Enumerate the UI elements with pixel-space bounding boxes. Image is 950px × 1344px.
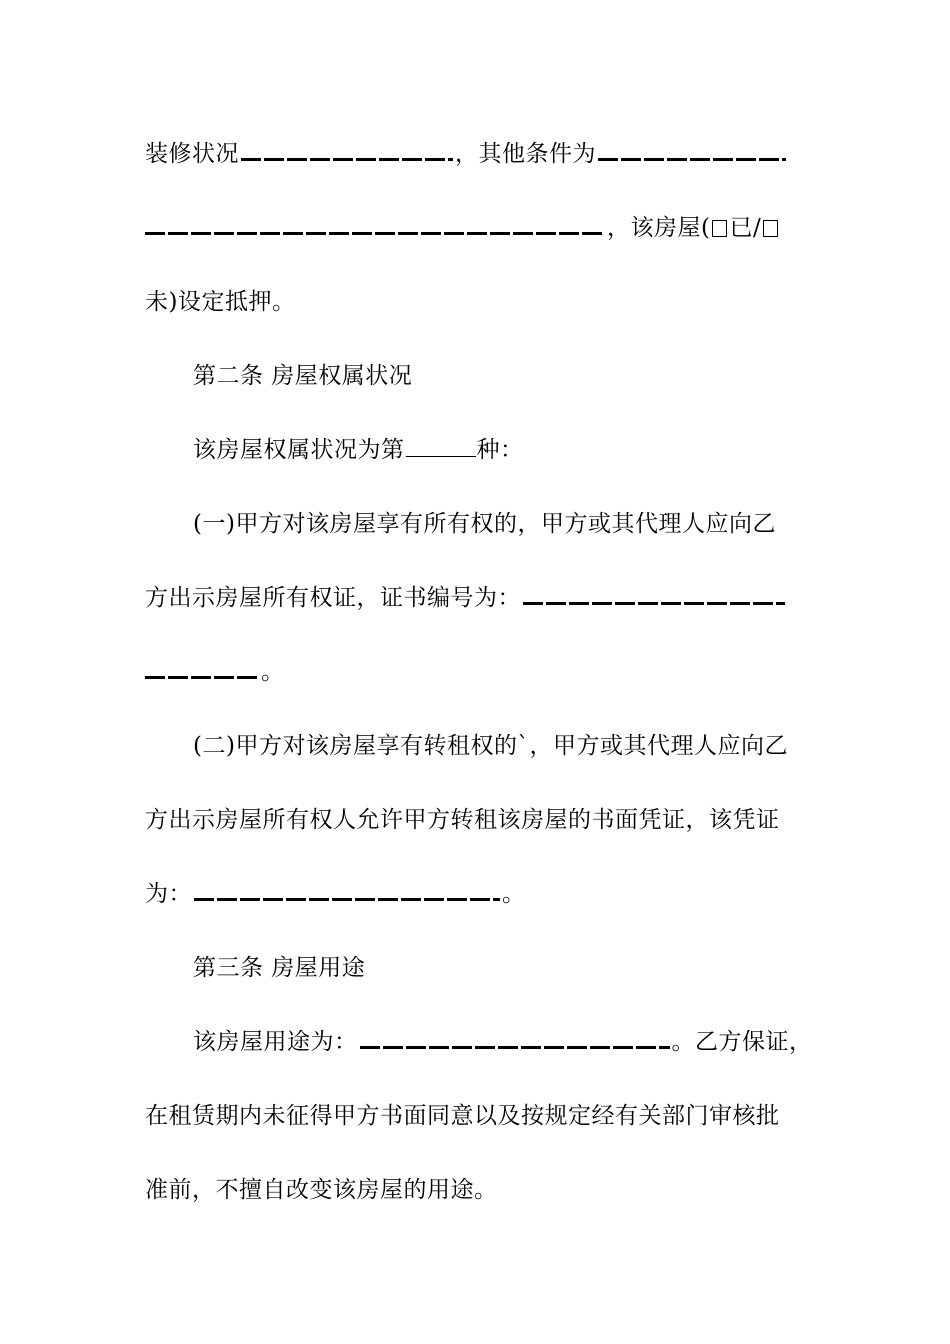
checkbox-already[interactable] <box>712 220 727 237</box>
text-line-13 <box>193 1022 813 1062</box>
text-line-9 <box>193 726 813 766</box>
text-line-8 <box>145 652 810 692</box>
text-segment: ，该房屋( <box>607 215 711 241</box>
text-segment: 该房屋用途为： <box>193 1029 358 1055</box>
fill-in-blank[interactable] <box>241 138 453 161</box>
text-segment: 。乙方保证， <box>671 1029 813 1055</box>
checkbox-not[interactable] <box>763 220 778 237</box>
text-segment: 未)设定抵押。 <box>145 289 296 315</box>
text-segment: 。 <box>502 881 526 907</box>
fill-in-blank[interactable] <box>145 656 259 679</box>
text-segment: (一)甲方对该房屋享有所有权的，甲方或其代理人应向乙 <box>193 511 776 537</box>
fill-in-blank[interactable] <box>360 1026 670 1049</box>
text-segment: 。 <box>261 659 285 685</box>
text-segment: 在租赁期内未征得甲方书面同意以及按规定经有关部门审核批 <box>145 1103 780 1129</box>
text-line-1 <box>145 134 810 174</box>
text-segment: 第二条 房屋权属状况 <box>193 363 413 389</box>
text-line-7 <box>145 578 810 618</box>
text-line-11 <box>145 874 810 914</box>
text-line-5 <box>193 430 813 470</box>
fill-in-blank[interactable] <box>145 212 605 235</box>
text-segment: 该房屋权属状况为第 <box>193 437 405 463</box>
text-segment: 方出示房屋所有权人允许甲方转租该房屋的书面凭证，该凭证 <box>145 807 780 833</box>
text-line-14 <box>145 1096 810 1136</box>
text-segment: ，其他条件为 <box>455 141 596 167</box>
text-segment: 为： <box>145 881 192 907</box>
section-heading-2 <box>193 356 813 396</box>
text-line-10 <box>145 800 810 840</box>
text-segment: 方出示房屋所有权证，证书编号为： <box>145 585 521 611</box>
text-line-15 <box>145 1170 810 1210</box>
text-segment: 第三条 房屋用途 <box>193 955 366 981</box>
fill-in-blank[interactable] <box>523 582 785 605</box>
text-line-2 <box>145 208 810 248</box>
text-segment: (二)甲方对该房屋享有转租权的`，甲方或其代理人应向乙 <box>193 733 788 759</box>
fill-in-blank[interactable] <box>406 436 476 457</box>
section-heading-3 <box>193 948 813 988</box>
text-segment: 已/ <box>729 215 762 241</box>
text-segment: 准前，不擅自改变该房屋的用途。 <box>145 1177 498 1203</box>
fill-in-blank[interactable] <box>598 138 786 161</box>
fill-in-blank[interactable] <box>194 878 500 901</box>
text-line-3 <box>145 282 810 322</box>
text-line-6 <box>193 504 813 544</box>
text-segment: 装修状况 <box>145 141 239 167</box>
text-segment: 种： <box>476 437 524 463</box>
